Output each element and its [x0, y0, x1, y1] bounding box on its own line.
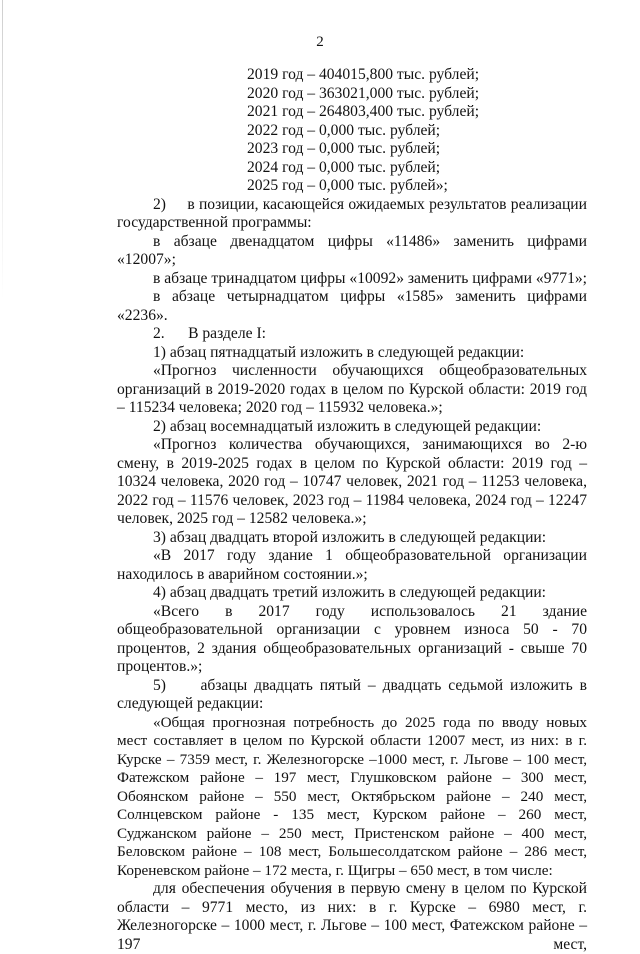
paragraph-quote-1: «Прогноз численности обучающихся общеобразовательных организаций в 2019-2020 годах в целом по Курской области: 2019 год – 115234 человека; 2020 год – 115932 человека.»; — [117, 362, 587, 416]
funding-year-line: 2024 год – 0,000 тыс. рублей; — [247, 158, 441, 176]
funding-year-line: 2022 год – 0,000 тыс. рублей; — [247, 121, 441, 139]
paragraph-quote-4: «Всего в 2017 году использовалось 21 здание общеобразовательной организации с уровнем износа 50 - 70 процентов, 2 здания общеобразовательных организаций - свыше 70 процентов.»; — [117, 602, 587, 675]
paragraph-first-shift: для обеспечения обучения в первую смену в целом по Курской области – 9771 место, из них: в г. Курске – 6980 мест, г. Железногорске – 1000 мест, г. Льгове – 100 мест, Фатежском районе – 197 мест, — [117, 880, 587, 953]
funding-year-line: 2025 год – 0,000 тыс. рублей»; — [247, 177, 448, 194]
paragraph-sub-3: 3) абзац двадцать второй изложить в следующей редакции: — [153, 528, 547, 546]
paragraph-quote-3: «В 2017 году здание 1 общеобразовательной организации находилось в аварийном состоянии.»; — [117, 547, 587, 583]
paragraph-edit-12: в абзаце двенадцатом цифры «11486» заменить цифрами «12007»; — [117, 232, 587, 268]
document-body — [117, 66, 587, 954]
funding-year-line: 2023 год – 0,000 тыс. рублей; — [247, 140, 441, 157]
paragraph-sub-4: 4) абзац двадцать третий изложить в следующей редакции: — [153, 584, 547, 601]
section-heading: 2. В разделе I: — [153, 325, 266, 342]
page-number: 2 — [316, 34, 324, 50]
paragraph-sub-1: 1) абзац пятнадцатый изложить в следующей редакции: — [153, 343, 525, 361]
paragraph-sub-5: 5) абзацы двадцать пятый – двадцать седьмой изложить в следующей редакции: — [117, 676, 587, 712]
paragraph-quote-2: «Прогноз количества обучающихся, занимающихся во 2-ю смену, в 2019-2025 годах в целом по Курской области: 2019 год – 10324 человека, 2020 год – 10747 человек, 2021 год – 11253 человека, 2022 год – 11576 человек, 2023 год – 11984 человека, 2024 год – 12247 человек, 2025 год – 12582 человека.»; — [117, 436, 587, 527]
funding-by-year-list — [117, 66, 587, 196]
funding-year-line: 2020 год – 363021,000 тыс. рублей; — [247, 84, 480, 102]
paragraph-edit-13: в абзаце тринадцатом цифры «10092» заменить цифрами «9771»; — [153, 269, 588, 287]
paragraph-quote-5: «Общая прогнозная потребность до 2025 года по вводу новых мест составляет в целом по Курской области 12007 мест, из них: в г. Курске – 7359 мест, г. Железногорске –1000 мест, г. Льгове – 100 мест, Фатежском районе – 197 мест, Глушковском районе – 300 мест, Обоянском районе – 550 мест, Октябрьском районе – 240 мест, Солнцевском районе - 135 мест, Курском районе – 260 мест, Суджанском районе – 250 мест, Пристенском районе – 400 мест, Беловском районе – 108 мест, Большесолдатском районе – 286 мест, Кореневском районе – 172 места, г. Щигры – 650 мест, в том числе: — [117, 713, 587, 879]
paragraph-item-2: 2) в позиции, касающейся ожидаемых результатов реализации государственной программы: — [117, 195, 587, 231]
funding-year-line: 2021 год – 264803,400 тыс. рублей; — [247, 103, 480, 120]
paragraph-edit-14: в абзаце четырнадцатом цифры «1585» заменить цифрами «2236». — [117, 288, 587, 324]
paragraph-sub-2: 2) абзац восемнадцатый изложить в следующей редакции: — [153, 417, 542, 435]
funding-year-line: 2019 год – 404015,800 тыс. рублей; — [247, 66, 480, 83]
